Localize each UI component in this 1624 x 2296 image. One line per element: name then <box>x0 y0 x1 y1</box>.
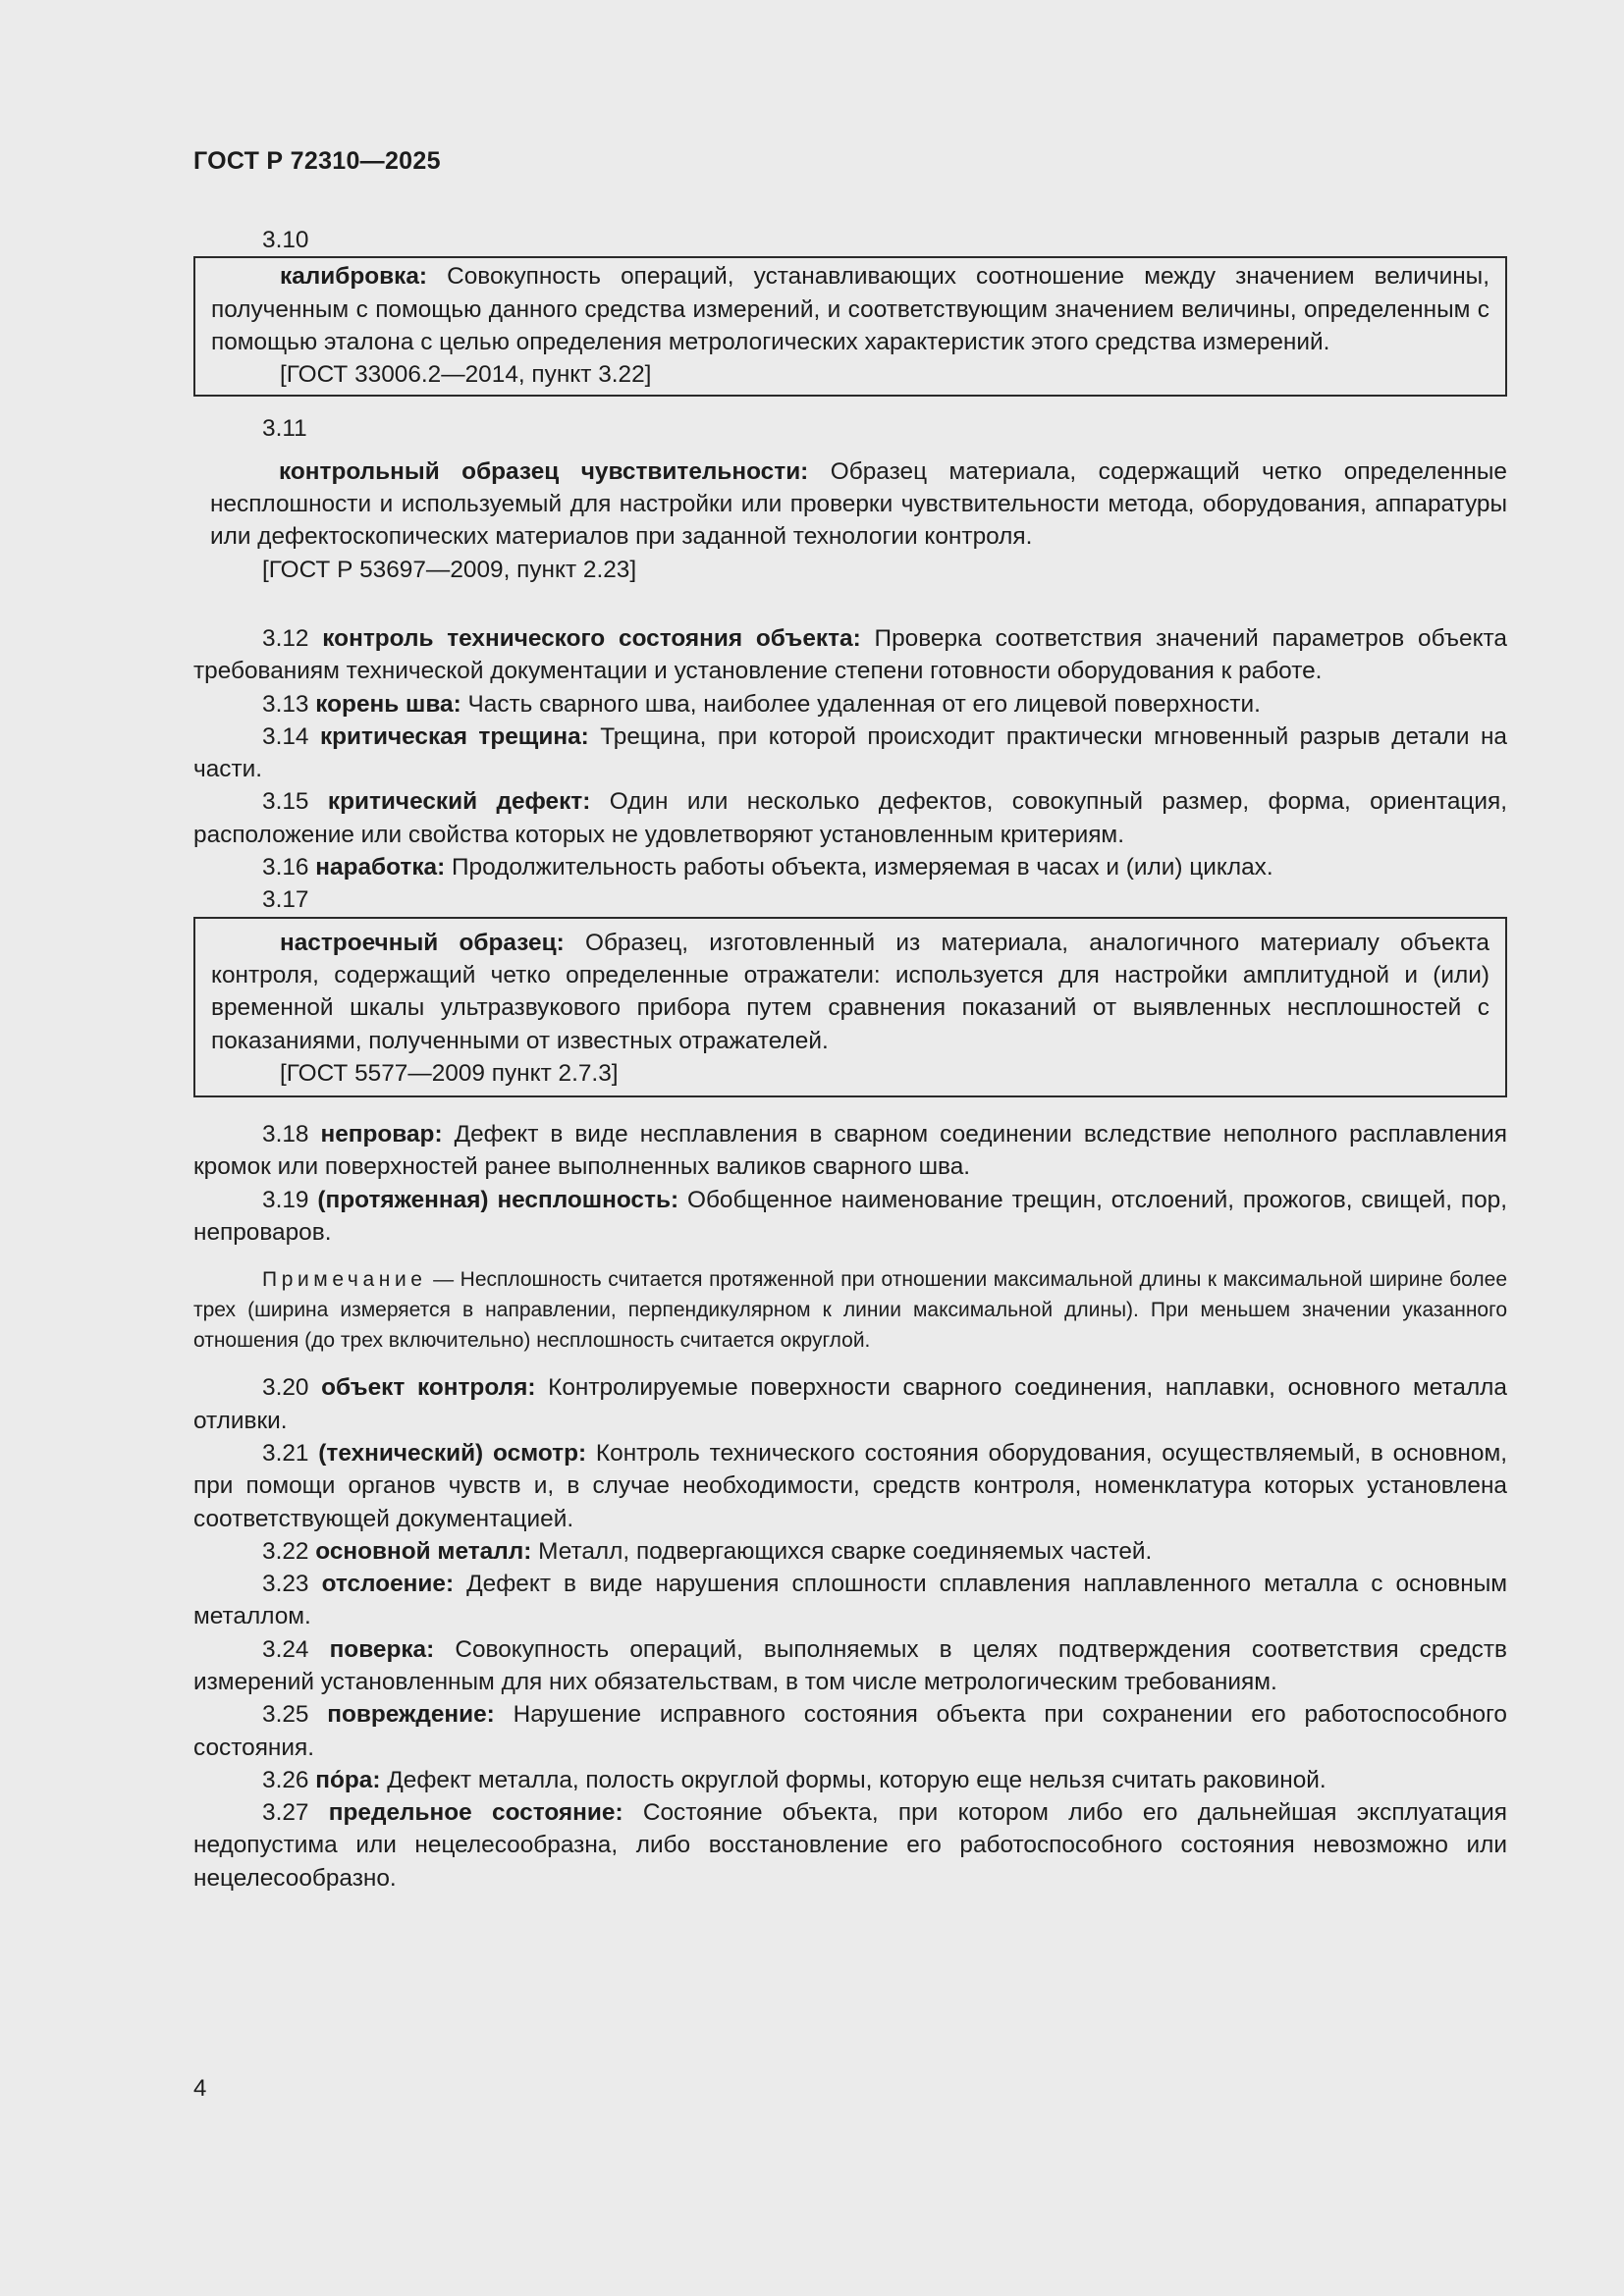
definition-3-13 <box>193 688 1507 721</box>
definition-text-3-13: Часть сварного шва, наиболее удаленная от его лицевой поверхности. <box>460 690 1261 718</box>
term-3-19: (протяженная) несплошность: <box>317 1186 679 1213</box>
boxed-definition-3-10 <box>193 256 1507 397</box>
definition-text-3-15: Один или несколько дефектов, совокупный размер, форма, ориентация, расположение или свойства которых не удовлетворяют установленным критериям. <box>193 788 1507 848</box>
definition-3-25 <box>193 1698 1507 1764</box>
definition-3-20 <box>193 1371 1507 1437</box>
definition-text-3-19: Обобщенное наименование трещин, отслоений, прожогов, свищей, пор, непроваров. <box>193 1186 1507 1247</box>
term-3-21: (технический) осмотр: <box>318 1439 587 1467</box>
entry-number-3-25: 3.25 <box>262 1701 309 1729</box>
definition-3-23 <box>193 1568 1507 1633</box>
definition-text-3-20: Контролируемые поверхности сварного соединения, наплавки, основного металла отливки. <box>193 1374 1507 1434</box>
definition-text-3-17: Образец, изготовленный из материала, аналогичного материалу объекта контроля, содержащий четко определенные отражатели: используется для настройки амплитудной и (или) временной шкалы ультразвукового прибора путем сравнения показаний от выявленных несплошностей с показаниями, полученными от известных отражателей. <box>211 929 1489 1054</box>
definition-3-26 <box>193 1764 1507 1796</box>
definition-3-14 <box>193 721 1507 786</box>
boxed-definition-3-17 <box>193 917 1507 1097</box>
definition-text-3-11: Образец материала, содержащий четко определенные несплошности и используемый для настройки или проверки чувствительности метода, оборудования, аппаратуры или дефектоскопических материалов при заданной технологии контроля. <box>210 457 1507 551</box>
definition-text-3-25: Нарушение исправного состояния объекта при сохранении его работоспособного состояния. <box>193 1701 1507 1761</box>
entry-number-3-10: 3.10 <box>262 227 309 253</box>
definition-text-3-18: Дефект в виде несплавления в сварном соединении вследствие неполного расплавления кромок или поверхностей ранее выполненных валиков сварного шва. <box>193 1121 1508 1181</box>
term-3-14: критическая трещина: <box>319 722 589 750</box>
entry-number-3-16: 3.16 <box>262 854 309 881</box>
page-header-standard-code: ГОСТ Р 72310—2025 <box>193 147 441 175</box>
definition-text-3-26: Дефект металла, полость округлой формы, которую еще нельзя считать раковиной. <box>380 1766 1326 1793</box>
term-3-17: настроечный образец: <box>280 929 565 956</box>
definition-text-3-21: Контроль технического состояния оборудования, осуществляемый, в основном, при помощи органов чувств и, в случае необходимости, средств контроля, номенклатура которых установлена соответствующей документацией. <box>193 1439 1507 1532</box>
term-3-18: непровар: <box>320 1121 443 1148</box>
note-label: Примечание <box>262 1268 427 1292</box>
entry-number-3-26: 3.26 <box>262 1766 309 1793</box>
term-3-27: предельное состояние: <box>328 1799 623 1827</box>
entry-number-3-23: 3.23 <box>262 1571 309 1598</box>
page-content <box>193 224 1507 1895</box>
definition-text-3-10: Совокупность операций, устанавливающих соотношение между значением величины, полученным с помощью данного средства измерений, и соответствующим значением величины, определенным с помощью эталона с целью определения метрологических характеристик этого средства измерений. <box>211 263 1489 355</box>
definition-3-15 <box>193 785 1507 851</box>
definition-text-3-27: Состояние объекта, при котором либо его дальнейшая эксплуатация недопустима или нецелесообразна, либо восстановление его работоспособного состояния невозможно или нецелесообразно. <box>193 1799 1507 1892</box>
entry-number-3-15: 3.15 <box>262 788 309 816</box>
definition-text-3-22: Металл, подвергающихся сварке соединяемых частей. <box>531 1537 1153 1565</box>
definition-3-21 <box>193 1437 1507 1535</box>
definition-3-18 <box>193 1118 1507 1184</box>
definition-3-19 <box>193 1184 1507 1250</box>
term-3-11: контрольный образец чувствительности: <box>279 457 809 485</box>
source-reference-3-17: [ГОСТ 5577—2009 пункт 2.7.3] <box>280 1059 619 1087</box>
entry-number-3-27: 3.27 <box>262 1799 309 1827</box>
entry-number-3-13: 3.13 <box>262 690 309 718</box>
entry-number-3-24: 3.24 <box>262 1635 309 1663</box>
term-3-12: контроль технического состояния объекта: <box>322 624 861 652</box>
definition-3-17 <box>211 927 1489 1057</box>
term-3-25: повреждение: <box>327 1701 495 1729</box>
term-3-24: поверка: <box>329 1635 435 1663</box>
definition-text-3-24: Совокупность операций, выполняемых в целях подтверждения соответствия средств измерений установленным для них обязательствам, в том числе метрологическим требованиям. <box>193 1635 1507 1695</box>
entry-number-3-20: 3.20 <box>262 1374 309 1402</box>
definition-3-16 <box>193 851 1507 883</box>
note-3-19 <box>193 1264 1507 1356</box>
note-text: — Несплошность считается протяженной при отношении максимальной длины к максимальной ширине более трех (ширина измеряется в направлении, перпендикулярном к линии максимальной длины). При меньшем значении указанного отношения (до трех включительно) несплошность считается округлой. <box>193 1268 1507 1353</box>
term-3-10: калибровка: <box>280 263 428 291</box>
definition-3-11 <box>210 455 1507 554</box>
term-3-13: корень шва: <box>315 690 461 718</box>
term-3-26: по́ра: <box>315 1766 381 1793</box>
term-3-20: объект контроля: <box>321 1374 536 1402</box>
source-reference-3-10: [ГОСТ 33006.2—2014, пункт 3.22] <box>280 361 652 389</box>
definition-3-24 <box>193 1633 1507 1699</box>
term-3-15: критический дефект: <box>327 788 591 816</box>
definition-3-10 <box>211 260 1489 358</box>
definition-text-3-12: Проверка соответствия значений параметров объекта требованиям технической документации и установление степени готовности оборудования к работе. <box>193 624 1507 685</box>
definition-3-12 <box>193 622 1507 688</box>
source-reference-3-11: [ГОСТ Р 53697—2009, пункт 2.23] <box>262 556 637 583</box>
definition-text-3-14: Трещина, при которой происходит практически мгновенный разрыв детали на части. <box>193 722 1507 783</box>
definition-text-3-16: Продолжительность работы объекта, измеряемая в часах и (или) циклах. <box>445 854 1273 881</box>
entry-number-3-21: 3.21 <box>262 1439 309 1467</box>
definition-text-3-23: Дефект в виде нарушения сплошности сплавления наплавленного металла с основным металлом. <box>193 1571 1508 1630</box>
entry-number-3-22: 3.22 <box>262 1537 309 1565</box>
term-3-22: основной металл: <box>315 1537 532 1565</box>
term-3-16: наработка: <box>315 854 446 881</box>
entry-number-3-14: 3.14 <box>262 722 309 750</box>
entry-number-3-11: 3.11 <box>262 415 307 443</box>
entry-number-3-19: 3.19 <box>262 1186 309 1213</box>
entry-number-3-12: 3.12 <box>262 624 309 652</box>
definition-3-22 <box>193 1535 1507 1568</box>
page-number: 4 <box>193 2075 207 2102</box>
entry-number-3-17: 3.17 <box>262 886 309 914</box>
definition-block-3-11 <box>193 455 1507 586</box>
term-3-23: отслоение: <box>321 1571 455 1598</box>
definition-3-27 <box>193 1796 1507 1895</box>
entry-number-3-18: 3.18 <box>262 1121 309 1148</box>
